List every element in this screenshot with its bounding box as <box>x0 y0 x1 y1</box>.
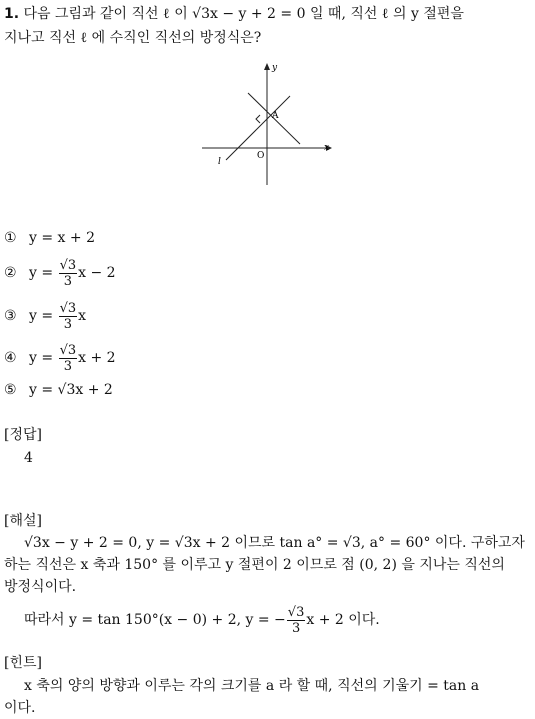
option-3[interactable] <box>4 299 86 333</box>
question-stem-1: 다음 그림과 같이 직선 ℓ 이 √3x − y + 2 = 0 일 때, 직선 ℓ 의 y 절편을 <box>23 6 464 22</box>
hint-line-2: 이다. <box>4 700 36 716</box>
option-3-suffix: x <box>78 308 87 324</box>
solution-line-2: 하는 직선은 x 축과 150° 를 이루고 y 절편이 2 이므로 점 (0, 2) 을 지나는 직선의 <box>4 557 505 573</box>
question-stem-2: 지나고 직선 ℓ 에 수직인 직선의 방정식은? <box>4 30 262 46</box>
option-4-suffix: x + 2 <box>78 350 116 366</box>
figure-svg <box>200 60 340 190</box>
option-5-marker: ⑤ <box>4 382 17 398</box>
option-2[interactable] <box>4 256 116 290</box>
question-text <box>4 2 532 50</box>
option-4[interactable] <box>4 341 116 375</box>
option-5[interactable] <box>4 376 113 404</box>
x-axis-label: x <box>324 143 330 153</box>
question-number: 1. <box>4 6 20 22</box>
option-3-prefix: y = <box>29 308 54 324</box>
option-2-prefix: y = <box>29 265 54 281</box>
option-4-marker: ④ <box>4 350 17 366</box>
hint-body <box>4 675 532 719</box>
point-a-label: A <box>272 111 279 121</box>
solution-fraction-numerator: √3 <box>287 604 305 620</box>
option-2-marker: ② <box>4 265 17 281</box>
option-1[interactable] <box>4 224 95 252</box>
option-4-denominator: 3 <box>63 358 72 374</box>
option-3-denominator: 3 <box>63 316 72 332</box>
answer-header: [정답] <box>4 427 42 443</box>
solution-fraction-denominator: 3 <box>291 620 301 636</box>
solution-line-1: √3x − y + 2 = 0, y = √3x + 2 이므로 tan a° = √3, a° = 60° 이다. 구하고자 <box>24 535 525 551</box>
option-3-marker: ③ <box>4 308 17 324</box>
option-4-fraction <box>59 343 78 374</box>
solution-body <box>4 532 532 638</box>
origin-label: O <box>257 151 265 161</box>
hint-line-1: x 축의 양의 방향과 이루는 각의 크기를 a 라 할 때, 직선의 기울기 = tan a <box>24 678 480 694</box>
option-2-fraction <box>59 258 78 289</box>
option-2-denominator: 3 <box>63 273 72 289</box>
hint-header: [힌트] <box>4 655 42 671</box>
y-axis-arrow-icon <box>264 63 270 70</box>
option-2-suffix: x − 2 <box>78 265 116 281</box>
option-4-prefix: y = <box>29 350 54 366</box>
y-axis-label: y <box>272 63 278 73</box>
solution-line-4-prefix: 따라서 y = tan 150°(x − 0) + 2, y = − <box>24 612 286 628</box>
option-2-numerator: √3 <box>59 257 77 273</box>
option-1-text: y = x + 2 <box>29 230 95 246</box>
option-3-numerator: √3 <box>59 300 77 316</box>
question-line-1 <box>4 2 532 26</box>
solution-line-4 <box>4 602 532 638</box>
option-3-fraction <box>59 301 78 332</box>
right-angle-mark <box>256 115 260 123</box>
solution-header: [해설] <box>4 513 42 529</box>
option-5-text: y = √3x + 2 <box>29 382 113 398</box>
answer-value: 4 <box>24 450 33 466</box>
line-l-label: l <box>218 157 221 167</box>
solution-line-4-suffix: x + 2 이다. <box>306 612 380 628</box>
solution-fraction <box>287 605 306 636</box>
coordinate-figure <box>200 60 340 190</box>
option-4-numerator: √3 <box>59 342 77 358</box>
option-1-marker: ① <box>4 230 17 246</box>
solution-line-3: 방정식이다. <box>4 579 77 595</box>
